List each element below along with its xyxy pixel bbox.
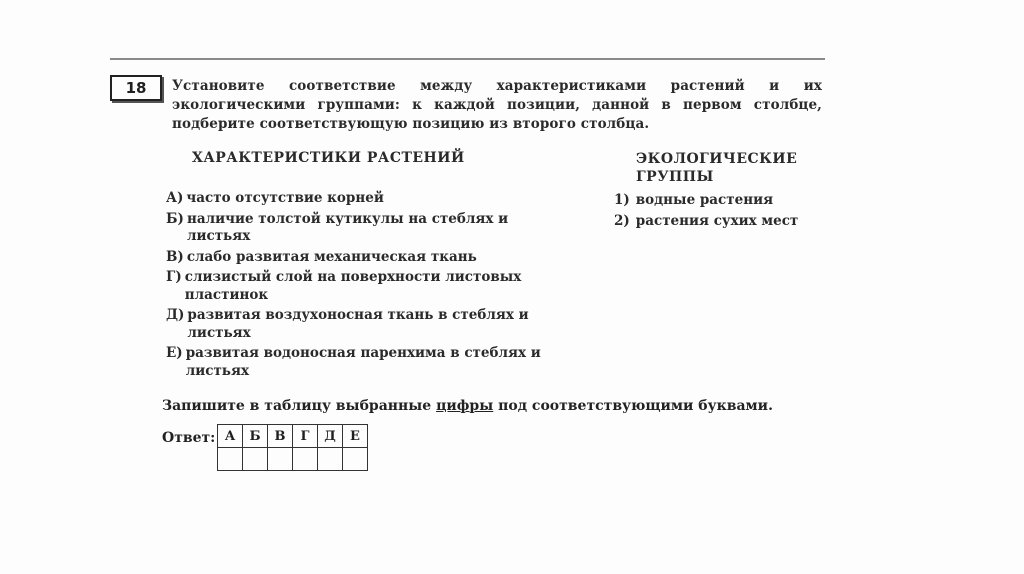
characteristic-letter: Г): [166, 269, 182, 285]
answer-table: [217, 424, 368, 471]
characteristic-item: [166, 345, 546, 380]
group-number: 2): [614, 213, 630, 229]
answer-instruction-after: под соответствующими буквами.: [493, 398, 773, 414]
answer-input-row: [218, 448, 368, 471]
characteristics-header: ХАРАКТЕРИСТИКИ РАСТЕНИЙ: [192, 150, 465, 166]
characteristic-item: [166, 211, 546, 246]
characteristic-letter: А): [166, 190, 184, 206]
answer-column-header: В: [268, 425, 293, 448]
group-text: растения сухих мест: [635, 213, 799, 229]
answer-column-header: Е: [343, 425, 368, 448]
answer-column-header: Б: [243, 425, 268, 448]
answer-column-header: Г: [293, 425, 318, 448]
characteristic-item: [166, 190, 546, 208]
groups-list: [614, 190, 834, 232]
task-instruction: Установите соответствие между характеристиками растений и их экологическими группами: к каждой позиции, данной в первом столбце, подберите соответствующую позицию из второго столбца.: [172, 78, 822, 132]
characteristic-text: развитая воздухоносная ткань в стеблях и листьях: [187, 307, 529, 341]
answer-cell[interactable]: [343, 448, 368, 471]
answer-column-header: Д: [318, 425, 343, 448]
group-item: [614, 190, 834, 211]
groups-header: ЭКОЛОГИЧЕСКИЕ ГРУППЫ: [636, 151, 798, 185]
characteristic-text: наличие толстой кутикулы на стеблях и листьях: [186, 210, 509, 244]
characteristics-list: [166, 190, 546, 383]
group-number: 1): [614, 192, 630, 208]
characteristic-letter: Б): [166, 210, 184, 227]
answer-cell[interactable]: [293, 448, 318, 471]
task-number: 18: [125, 79, 147, 97]
answer-header-row: [218, 425, 368, 448]
characteristic-text: слабо развитая механическая ткань: [186, 248, 477, 265]
characteristic-letter: В): [166, 248, 184, 265]
answer-cell[interactable]: [218, 448, 243, 471]
group-item: [614, 211, 834, 232]
characteristic-letter: Е): [166, 345, 183, 361]
answer-label: Ответ:: [162, 430, 216, 446]
answer-instruction-emphasis: цифры: [436, 398, 494, 414]
characteristic-item: [166, 307, 546, 342]
answer-instruction: [162, 398, 773, 414]
answer-cell[interactable]: [318, 448, 343, 471]
characteristic-item: [166, 249, 546, 267]
answer-cell[interactable]: [268, 448, 293, 471]
characteristic-text: слизистый слой на поверхности листовых пластинок: [184, 269, 522, 303]
characteristic-letter: Д): [166, 307, 185, 323]
answer-column-header: А: [218, 425, 243, 448]
characteristic-text: часто отсутствие корней: [186, 190, 384, 206]
characteristic-text: развитая водоносная паренхима в стеблях и листьях: [185, 345, 541, 379]
answer-cell[interactable]: [243, 448, 268, 471]
characteristic-item: [166, 269, 546, 304]
task-number-box: [110, 75, 162, 101]
top-divider: [110, 58, 825, 60]
group-text: водные растения: [635, 192, 774, 208]
answer-instruction-before: Запишите в таблицу выбранные: [162, 398, 437, 414]
